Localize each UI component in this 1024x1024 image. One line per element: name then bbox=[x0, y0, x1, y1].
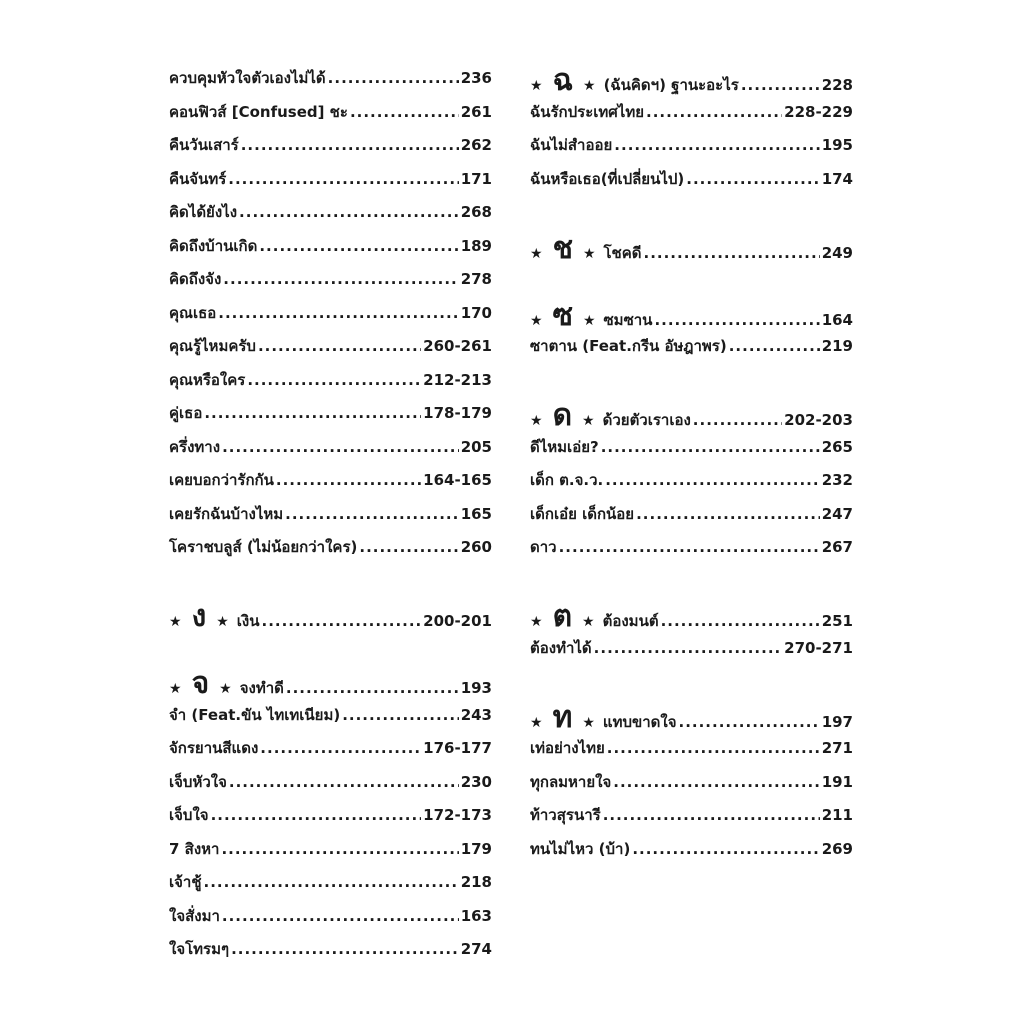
page-number: 262 bbox=[460, 136, 492, 154]
index-entry bbox=[169, 904, 492, 938]
page-number: 195 bbox=[821, 136, 853, 154]
song-title: (ฉันคิดฯ) ฐานะอะไร bbox=[603, 76, 739, 94]
dot-leader bbox=[328, 69, 459, 87]
section-letter: ช bbox=[552, 230, 573, 266]
index-entry bbox=[530, 803, 853, 837]
page-number: 274 bbox=[460, 940, 492, 958]
song-title: ฉันไม่สำออย bbox=[530, 136, 613, 154]
index-entry bbox=[530, 435, 853, 469]
page-number: 260 bbox=[460, 538, 492, 556]
song-title: คุณเธอ bbox=[169, 303, 217, 322]
index-entry bbox=[169, 133, 492, 167]
index-entry bbox=[169, 234, 492, 268]
index-column-left bbox=[169, 66, 492, 971]
page-number: 269 bbox=[821, 839, 853, 858]
section-header-entry bbox=[530, 297, 853, 335]
song-title: เงิน bbox=[236, 612, 260, 630]
index-entry bbox=[169, 736, 492, 770]
star-icon: ★ bbox=[530, 245, 543, 262]
section-letter: จ bbox=[191, 666, 210, 701]
dot-leader bbox=[221, 840, 458, 858]
section-header-entry bbox=[530, 398, 853, 435]
section-header-entry bbox=[169, 666, 492, 703]
song-title: คุณหรือใคร bbox=[169, 370, 246, 389]
index-entry bbox=[530, 837, 853, 871]
dot-leader bbox=[613, 773, 819, 791]
page-number: 243 bbox=[460, 705, 492, 724]
section-header-entry bbox=[169, 599, 492, 636]
dot-leader bbox=[603, 806, 820, 824]
page-number: 189 bbox=[460, 236, 492, 255]
dot-leader bbox=[218, 304, 458, 322]
page-number: 171 bbox=[460, 169, 492, 188]
star-icon: ★ bbox=[582, 312, 596, 329]
dot-leader bbox=[741, 76, 820, 94]
dot-leader bbox=[594, 639, 782, 657]
section-spacer bbox=[530, 569, 853, 603]
star-icon: ★ bbox=[530, 78, 543, 94]
dot-leader bbox=[223, 270, 458, 288]
song-title: เท่อย่างไทย bbox=[530, 739, 605, 757]
song-title: ดีไหมเอ่ย? bbox=[530, 437, 599, 456]
song-title: เคยรักฉันบ้างไหม bbox=[169, 504, 284, 523]
dot-leader bbox=[693, 411, 782, 429]
song-title: โชคดี bbox=[603, 243, 642, 262]
index-entry bbox=[169, 368, 492, 402]
section-header-entry bbox=[530, 599, 853, 636]
dot-leader bbox=[286, 679, 459, 697]
section-letter: ต bbox=[552, 599, 573, 634]
section-letter: ฉ bbox=[552, 63, 573, 98]
dot-leader bbox=[262, 612, 422, 630]
song-title: คืนวันเสาร์ bbox=[169, 136, 239, 154]
page-number: 249 bbox=[821, 243, 853, 262]
song-title: คู่เธอ bbox=[169, 404, 203, 422]
song-title: แทบขาดใจ bbox=[602, 712, 677, 731]
page-number: 268 bbox=[460, 203, 492, 221]
dot-leader bbox=[222, 907, 459, 925]
index-entry bbox=[169, 401, 492, 435]
dot-leader bbox=[636, 505, 820, 523]
star-icon: ★ bbox=[582, 413, 595, 429]
dot-leader bbox=[644, 244, 820, 262]
song-title: เจ็บหัวใจ bbox=[169, 772, 227, 791]
song-title: ใจโทรมๆ bbox=[169, 940, 230, 958]
page-number: 179 bbox=[460, 839, 492, 858]
page-number: 236 bbox=[460, 69, 492, 87]
section-spacer bbox=[169, 636, 492, 670]
index-entry bbox=[169, 803, 492, 837]
song-title: จำ (Feat.ขัน ไทเทเนียม) bbox=[169, 705, 341, 724]
index-entry bbox=[169, 100, 492, 134]
index-entry bbox=[169, 937, 492, 971]
song-title: ต้องมนต์ bbox=[602, 612, 659, 630]
song-title: ครึ่งทาง bbox=[169, 437, 221, 456]
song-title: เจ็บใจ bbox=[169, 806, 209, 824]
section-spacer bbox=[530, 669, 853, 703]
dot-leader bbox=[258, 337, 421, 355]
page-number: 165 bbox=[460, 504, 492, 523]
song-title: 7 สิงหา bbox=[169, 839, 220, 858]
dot-leader bbox=[228, 170, 458, 188]
star-icon: ★ bbox=[582, 714, 595, 731]
section-letter: ด bbox=[552, 398, 573, 433]
page-number: 172-173 bbox=[423, 806, 492, 824]
page-number: 247 bbox=[821, 504, 853, 523]
page-number: 164 bbox=[821, 310, 853, 329]
section-spacer bbox=[530, 267, 853, 301]
song-title: ใจสั่งมา bbox=[169, 906, 220, 925]
index-entry bbox=[169, 502, 492, 536]
index-entry bbox=[530, 770, 853, 804]
dot-leader bbox=[247, 371, 421, 389]
song-title: เด็ก ต.จ.ว. bbox=[530, 471, 604, 489]
index-entry bbox=[169, 435, 492, 469]
index-entry bbox=[530, 133, 853, 167]
page-number: 218 bbox=[460, 873, 492, 891]
page-number: 228-229 bbox=[784, 102, 853, 121]
dot-leader bbox=[614, 136, 819, 154]
dot-leader bbox=[607, 739, 820, 757]
dot-leader bbox=[686, 170, 819, 188]
dot-leader bbox=[285, 505, 459, 523]
index-entry bbox=[169, 167, 492, 201]
dot-leader bbox=[241, 136, 459, 154]
song-title: ควบคุมหัวใจตัวเองไม่ได้ bbox=[169, 69, 326, 87]
section-spacer bbox=[530, 200, 853, 234]
star-icon: ★ bbox=[169, 614, 182, 630]
dot-leader bbox=[679, 713, 820, 731]
index-entry bbox=[169, 66, 492, 100]
dot-leader bbox=[204, 873, 459, 891]
song-title: คอนฟิวส์ [Confused] ชะ bbox=[169, 102, 348, 121]
dot-leader bbox=[729, 337, 820, 355]
dot-leader bbox=[239, 203, 459, 221]
page-number: 191 bbox=[821, 772, 853, 791]
index-entry bbox=[530, 736, 853, 770]
song-title: ท้าวสุรนารี bbox=[530, 806, 601, 824]
star-icon: ★ bbox=[219, 681, 232, 697]
dot-leader bbox=[276, 471, 421, 489]
dot-leader bbox=[601, 438, 820, 456]
dot-leader bbox=[260, 739, 421, 757]
song-title: เคยบอกว่ารักกัน bbox=[169, 471, 274, 489]
page-number: 265 bbox=[821, 437, 853, 456]
dot-leader bbox=[359, 538, 458, 556]
page-number: 174 bbox=[821, 169, 853, 188]
star-icon: ★ bbox=[530, 413, 543, 429]
page-number: 261 bbox=[460, 102, 492, 121]
page-number: 197 bbox=[821, 712, 853, 731]
page-number: 176-177 bbox=[423, 739, 492, 757]
dot-leader bbox=[661, 612, 820, 630]
index-entry bbox=[530, 535, 853, 569]
page-number: 164-165 bbox=[423, 471, 492, 489]
section-spacer bbox=[530, 368, 853, 402]
section-spacer bbox=[169, 569, 492, 603]
page-number: 202-203 bbox=[784, 411, 853, 429]
song-title: ต้องทำได้ bbox=[530, 638, 592, 657]
index-entry bbox=[169, 301, 492, 335]
index-entry bbox=[169, 837, 492, 871]
page-number: 163 bbox=[460, 906, 492, 925]
page-number: 211 bbox=[821, 806, 853, 824]
index-entry bbox=[530, 167, 853, 201]
index-entry bbox=[530, 100, 853, 134]
song-title: ฉันรักประเทศไทย bbox=[530, 102, 645, 121]
song-title: เด็กเอ๋ย เด็กน้อย bbox=[530, 504, 635, 523]
index-entry bbox=[169, 468, 492, 502]
song-title: จงทำดี bbox=[239, 679, 284, 697]
song-title: คิดถึงจัง bbox=[169, 270, 222, 288]
index-entry bbox=[530, 468, 853, 502]
star-icon: ★ bbox=[582, 614, 595, 630]
section-letter: ซ bbox=[552, 297, 573, 333]
index-entry bbox=[530, 334, 853, 368]
section-header-entry bbox=[530, 230, 853, 268]
star-icon: ★ bbox=[530, 714, 543, 731]
index-entry bbox=[169, 267, 492, 301]
dot-leader bbox=[211, 806, 422, 824]
star-icon: ★ bbox=[530, 614, 543, 630]
song-title: คืนจันทร์ bbox=[169, 169, 227, 188]
dot-leader bbox=[605, 471, 819, 489]
index-entry bbox=[169, 535, 492, 569]
index-entry bbox=[169, 770, 492, 804]
page-number: 232 bbox=[821, 471, 853, 489]
page-number: 178-179 bbox=[423, 404, 492, 422]
dot-leader bbox=[231, 940, 459, 958]
index-entry bbox=[169, 703, 492, 737]
section-header-entry bbox=[530, 63, 853, 100]
page-number: 193 bbox=[460, 679, 492, 697]
dot-leader bbox=[222, 438, 459, 456]
song-title: โคราชบลูส์ (ไม่น้อยกว่าใคร) bbox=[169, 538, 358, 556]
song-title: เจ้าชู้ bbox=[169, 873, 202, 891]
page-number: 230 bbox=[460, 772, 492, 791]
song-title: ดาว bbox=[530, 538, 557, 556]
song-title: ฉันหรือเธอ(ที่เปลี่ยนไป) bbox=[530, 169, 685, 188]
dot-leader bbox=[259, 237, 458, 255]
page-number: 219 bbox=[821, 337, 853, 355]
song-title: คิดถึงบ้านเกิด bbox=[169, 236, 258, 255]
dot-leader bbox=[204, 404, 421, 422]
song-title: ทนไม่ไหว (บ้า) bbox=[530, 839, 631, 858]
dot-leader bbox=[342, 706, 459, 724]
dot-leader bbox=[350, 103, 459, 121]
star-icon: ★ bbox=[530, 312, 543, 329]
star-icon: ★ bbox=[169, 681, 182, 697]
song-title: คิดได้ยังไง bbox=[169, 203, 238, 221]
dot-leader bbox=[646, 103, 782, 121]
song-title: ซมซาน bbox=[603, 310, 653, 329]
section-letter: ง bbox=[191, 599, 207, 634]
star-icon: ★ bbox=[583, 78, 596, 94]
song-title: ทุกลมหายใจ bbox=[530, 772, 612, 791]
index-entry bbox=[169, 200, 492, 234]
index-entry bbox=[169, 870, 492, 904]
star-icon: ★ bbox=[216, 614, 229, 630]
page-number: 212-213 bbox=[423, 370, 492, 389]
dot-leader bbox=[229, 773, 459, 791]
page-number: 200-201 bbox=[423, 612, 492, 630]
dot-leader bbox=[632, 840, 819, 858]
page-number: 205 bbox=[460, 437, 492, 456]
page-number: 170 bbox=[460, 303, 492, 322]
page-number: 228 bbox=[821, 76, 853, 94]
dot-leader bbox=[559, 538, 820, 556]
star-icon: ★ bbox=[582, 245, 596, 262]
song-title: จักรยานสีแดง bbox=[169, 739, 259, 757]
page-number: 251 bbox=[821, 612, 853, 630]
song-title: คุณรู้ไหมครับ bbox=[169, 337, 256, 355]
section-header-entry bbox=[530, 699, 853, 737]
page-number: 278 bbox=[460, 270, 492, 288]
index-entry bbox=[169, 334, 492, 368]
index-entry bbox=[530, 502, 853, 536]
song-title: ซาตาน (Feat.กรีน อัษฎาพร) bbox=[530, 337, 727, 355]
dot-leader bbox=[654, 311, 819, 329]
page-number: 260-261 bbox=[423, 337, 492, 355]
index-entry bbox=[530, 636, 853, 670]
song-title: ด้วยตัวเราเอง bbox=[602, 411, 691, 429]
page-number: 267 bbox=[821, 538, 853, 556]
page-number: 271 bbox=[821, 739, 853, 757]
page-number: 270-271 bbox=[784, 638, 853, 657]
index-column-right bbox=[530, 63, 853, 870]
section-letter: ท bbox=[552, 699, 573, 735]
